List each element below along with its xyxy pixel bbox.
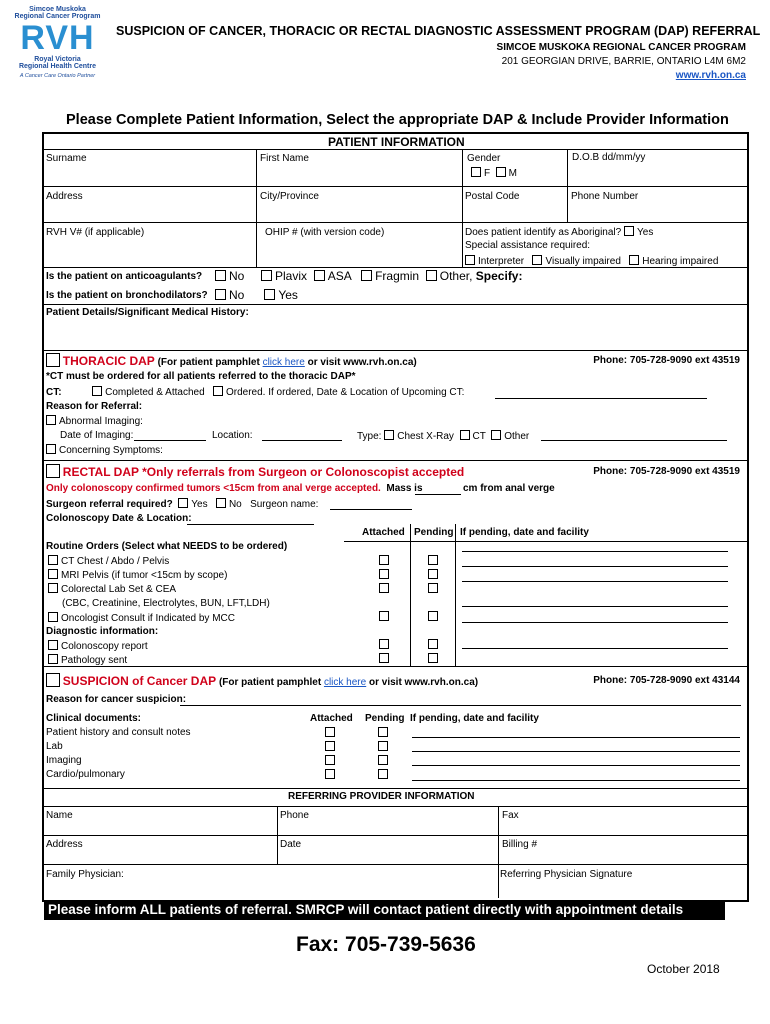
cardio-pending-checkbox[interactable] (378, 769, 388, 779)
surgeon-no-checkbox[interactable] (216, 498, 226, 508)
thoracic-dap-checkbox[interactable] (46, 353, 60, 367)
pathology-attached-checkbox[interactable] (379, 653, 389, 663)
chest-xray-checkbox[interactable] (384, 430, 394, 440)
logo-program-line1: Simcoe Muskoka (29, 6, 86, 13)
ct-chest-pending-checkbox[interactable] (428, 555, 438, 565)
form-title: SUSPICION OF CANCER, THORACIC OR RECTAL DIAGNOSTIC ASSESSMENT PROGRAM (DAP) REFERRAL (116, 24, 761, 38)
history-notes-label: Patient history and consult notes (46, 727, 191, 738)
lab-pending-checkbox[interactable] (428, 583, 438, 593)
thoracic-dap-header: THORACIC DAP (For patient pamphlet click here or visit www.rvh.on.ca) (46, 353, 417, 368)
routine-orders-label: Routine Orders (Select what NEEDS to be ordered) (46, 541, 288, 552)
ct-ordered-checkbox[interactable] (213, 386, 223, 396)
broncho-no-checkbox[interactable] (215, 289, 226, 300)
oncologist-row: Oncologist Consult if Indicated by MCC (48, 612, 235, 624)
thoracic-pamphlet-link[interactable]: click here (262, 357, 305, 368)
address-field[interactable]: Address (46, 191, 83, 202)
phone-number-field[interactable]: Phone Number (571, 191, 639, 202)
suspicion-dap-checkbox[interactable] (46, 673, 60, 687)
gender-options: F M (471, 167, 517, 179)
logo-partner: A Cancer Care Ontario Partner (19, 73, 96, 79)
provider-info-heading: REFERRING PROVIDER INFORMATION (288, 791, 475, 802)
program-name: SIMCOE MUSKOKA REGIONAL CANCER PROGRAM (496, 42, 746, 53)
ct-completed-checkbox[interactable] (92, 386, 102, 396)
suspicion-col-if-pending: If pending, date and facility (410, 713, 539, 724)
abnormal-imaging-checkbox[interactable] (46, 415, 56, 425)
history-attached-checkbox[interactable] (325, 727, 335, 737)
imaging-attached-checkbox[interactable] (325, 755, 335, 765)
bronchodilators-options: No Yes (215, 288, 298, 302)
rectal-dap-checkbox[interactable] (46, 464, 60, 478)
concerning-symptoms-row: Concerning Symptoms: (46, 444, 163, 456)
rectal-pending-boxes (428, 555, 441, 667)
pathology-checkbox[interactable] (48, 654, 58, 664)
imaging-pending-checkbox[interactable] (378, 755, 388, 765)
provider-date-field[interactable]: Date (280, 839, 302, 850)
first-name-field[interactable]: First Name (260, 153, 309, 164)
dob-field[interactable]: D.O.B dd/mm/yy (572, 152, 646, 163)
surgeon-yes-checkbox[interactable] (178, 498, 188, 508)
rectal-criteria-row: Only colonoscopy confirmed tumors <15cm from anal verge accepted. Mass is (46, 483, 423, 494)
suspicion-lab-label: Lab (46, 741, 63, 752)
thoracic-ct-row: CT: Completed & Attached Ordered. If ordered, Date & Location of Upcoming CT: (46, 387, 465, 398)
mri-checkbox[interactable] (48, 569, 58, 579)
fax-number: Fax: 705-739-5636 (296, 933, 476, 956)
suspicion-dap-header: SUSPICION of Cancer DAP (For patient pamphlet click here or visit www.rvh.on.ca) (46, 673, 478, 688)
signature-field[interactable]: Referring Physician Signature (500, 869, 633, 880)
program-address: 201 GEORGIAN DRIVE, BARRIE, ONTARIO L4M 6M2 (501, 56, 746, 67)
type-ct-checkbox[interactable] (460, 430, 470, 440)
provider-name-field[interactable]: Name (46, 810, 73, 821)
colonoscopy-attached-checkbox[interactable] (379, 639, 389, 649)
plavix-checkbox[interactable] (261, 270, 272, 281)
hearing-impaired-checkbox[interactable] (629, 255, 639, 265)
provider-address-field[interactable]: Address (46, 839, 83, 850)
history-pending-checkbox[interactable] (378, 727, 388, 737)
special-assistance-options: Interpreter Visually impaired Hearing impaired (465, 255, 718, 267)
ct-chest-attached-checkbox[interactable] (379, 555, 389, 565)
gender-f-checkbox[interactable] (471, 167, 481, 177)
other-med-checkbox[interactable] (426, 270, 437, 281)
family-physician-field[interactable]: Family Physician: (46, 869, 124, 880)
lab-doc-attached-checkbox[interactable] (325, 741, 335, 751)
colonoscopy-date-label: Colonoscopy Date & Location: (46, 513, 192, 524)
asa-checkbox[interactable] (314, 270, 325, 281)
imaging-type-row: Type: Chest X-Ray CT Other (357, 431, 530, 442)
aboriginal-yes-checkbox[interactable] (624, 226, 634, 236)
lab-attached-checkbox[interactable] (379, 583, 389, 593)
colonoscopy-report-checkbox[interactable] (48, 640, 58, 650)
mri-pending-checkbox[interactable] (428, 569, 438, 579)
cardio-pulmonary-label: Cardio/pulmonary (46, 769, 125, 780)
provider-fax-field[interactable]: Fax (502, 810, 519, 821)
colonoscopy-report-row: Colonoscopy report (48, 640, 148, 652)
interpreter-checkbox[interactable] (465, 255, 475, 265)
surgeon-referral-row: Surgeon referral required? Yes No Surgeon name: (46, 499, 319, 510)
suspicion-col-pending: Pending (365, 713, 405, 724)
anticoagulants-options: No Plavix ASA Fragmin Other, Specify: (215, 269, 522, 283)
mri-row: MRI Pelvis (if tumor <15cm by scope) (48, 569, 227, 581)
rectal-col-if-pending: If pending, date and facility (460, 527, 589, 538)
cardio-attached-checkbox[interactable] (325, 769, 335, 779)
type-other-checkbox[interactable] (491, 430, 501, 440)
concerning-symptoms-checkbox[interactable] (46, 444, 56, 454)
website-link[interactable]: www.rvh.on.ca (675, 70, 746, 81)
rectal-col-attached: Attached (362, 527, 405, 538)
pathology-row: Pathology sent (48, 654, 127, 666)
thoracic-reason-label: Reason for Referral: (46, 401, 143, 412)
logo-mark: RVH (20, 19, 95, 57)
bronchodilators-question: Is the patient on bronchodilators? (46, 290, 208, 301)
rectal-cm-from: cm from anal verge (463, 483, 555, 494)
rectal-col-pending: Pending (414, 527, 454, 538)
lab-detail: (CBC, Creatinine, Electrolytes, BUN, LFT,LDH) (62, 598, 270, 609)
imaging-location-label: Location: (212, 430, 253, 441)
rectal-phone: Phone: 705-728-9090 ext 43519 (593, 466, 740, 477)
medical-history-label: Patient Details/Significant Medical History: (46, 307, 249, 318)
gender-m-checkbox[interactable] (496, 167, 506, 177)
suspicion-col-attached: Attached (310, 713, 353, 724)
oncologist-checkbox[interactable] (48, 612, 58, 622)
pathology-pending-checkbox[interactable] (428, 653, 438, 663)
patient-info-heading: PATIENT INFORMATION (328, 135, 465, 149)
form-date: October 2018 (647, 962, 720, 976)
provider-phone-field[interactable]: Phone (280, 810, 309, 821)
anticoagulants-question: Is the patient on anticoagulants? (46, 271, 203, 282)
logo-org-line1: Royal Victoria (34, 56, 81, 63)
suspicion-pending-boxes (378, 727, 391, 783)
suspicion-attached-boxes (325, 727, 338, 783)
diagnostic-info-label: Diagnostic information: (46, 626, 159, 637)
logo-program-line2: Regional Cancer Program (14, 13, 101, 20)
suspicion-reason-label: Reason for cancer suspicion: (46, 694, 187, 705)
logo-org-line2: Regional Health Centre (18, 63, 96, 70)
oncologist-pending-checkbox[interactable] (428, 611, 438, 621)
surname-field[interactable]: Surname (46, 153, 87, 164)
anticoag-no-checkbox[interactable] (215, 270, 226, 281)
colonoscopy-pending-checkbox[interactable] (428, 639, 438, 649)
billing-field[interactable]: Billing # (502, 839, 538, 850)
suspicion-pamphlet-link[interactable]: click here (323, 677, 367, 688)
abnormal-imaging-row: Abnormal Imaging: (46, 415, 143, 427)
visually-impaired-checkbox[interactable] (532, 255, 542, 265)
suspicion-imaging-label: Imaging (46, 755, 82, 766)
gender-label: Gender (467, 153, 501, 164)
ct-chest-checkbox[interactable] (48, 555, 58, 565)
thoracic-phone: Phone: 705-728-9090 ext 43519 (593, 355, 740, 366)
mri-attached-checkbox[interactable] (379, 569, 389, 579)
thoracic-ct-note: *CT must be ordered for all patients referred to the thoracic DAP* (46, 371, 356, 382)
clinical-documents-label: Clinical documents: (46, 713, 142, 724)
lab-set-checkbox[interactable] (48, 583, 58, 593)
oncologist-attached-checkbox[interactable] (379, 611, 389, 621)
lab-set-row: Colorectal Lab Set & CEA (48, 583, 176, 595)
broncho-yes-checkbox[interactable] (264, 289, 275, 300)
ohip-field[interactable]: OHIP # (with version code) (265, 227, 385, 238)
ct-chest-row: CT Chest / Abdo / Pelvis (48, 555, 169, 567)
rvh-number-field[interactable]: RVH V# (if applicable) (46, 227, 145, 238)
rectal-attached-boxes (379, 555, 392, 667)
instruction-text: Please Complete Patient Information, Select the appropriate DAP & Include Provider Information (66, 112, 729, 128)
lab-doc-pending-checkbox[interactable] (378, 741, 388, 751)
logo (10, 6, 105, 110)
special-assistance-label: Special assistance required: (465, 240, 591, 251)
fragmin-checkbox[interactable] (361, 270, 372, 281)
notice-banner: Please inform ALL patients of referral. SMRCP will contact patient directly with appointment details (44, 900, 725, 920)
rectal-dap-header: RECTAL DAP *Only referrals from Surgeon or Colonoscopist accepted (46, 464, 464, 479)
postal-field[interactable]: Postal Code (465, 191, 520, 202)
suspicion-phone: Phone: 705-728-9090 ext 43144 (593, 675, 740, 686)
city-field[interactable]: City/Province (260, 191, 319, 202)
aboriginal-question: Does patient identify as Aboriginal? Yes (465, 227, 654, 238)
date-of-imaging-label: Date of Imaging: (60, 430, 134, 441)
